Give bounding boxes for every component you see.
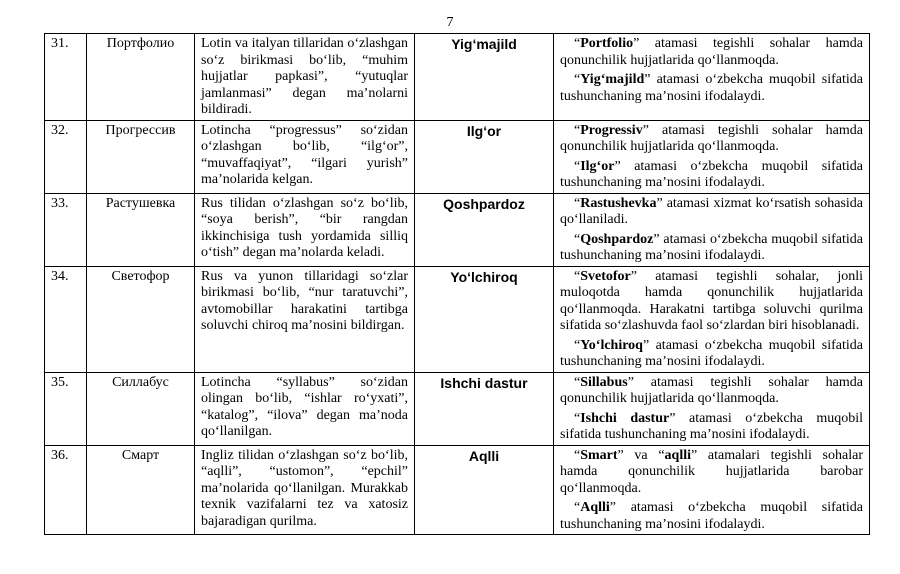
comment-term: Yo‘lchiroq	[580, 337, 643, 353]
comment-term: Ilg‘or	[580, 158, 615, 174]
table-row	[45, 193, 870, 266]
comment-paragraph: “Smart” va “aqlli” atamalari tegishli sohalar hamda qonunchilik hujjatlarida barobar qo‘llanmoqda.	[560, 447, 863, 496]
term-cell: Светофор	[87, 266, 195, 372]
comment-cell	[554, 445, 870, 535]
comment-paragraph: “Ilg‘or” atamasi o‘zbekcha muqobil sifatida tushunchaning ma’nosini ifodalaydi.	[560, 158, 863, 190]
row-number: 34.	[45, 266, 87, 372]
etymology-cell: Lotin va italyan tillaridan o‘zlashgan so‘z birikmasi bo‘lib, “muhim hujjatlar papkasi”, “yutuqlar jamlanmasi” degan ma’nolarni bildiradi.	[195, 34, 415, 121]
comment-paragraph: “Progressiv” atamasi tegishli sohalar hamda qonunchilik hujjatlarida qo‘llanmoqda.	[560, 122, 863, 154]
equivalent-cell: Yig‘majild	[415, 34, 554, 121]
page-number: 7	[446, 15, 454, 30]
table-row	[45, 266, 870, 372]
term-cell: Смарт	[87, 445, 195, 535]
comment-cell	[554, 120, 870, 193]
term-cell: Растушевка	[87, 193, 195, 266]
row-number: 35.	[45, 372, 87, 445]
comment-term: Progressiv	[580, 122, 643, 138]
term-cell: Силлабус	[87, 372, 195, 445]
row-number: 31.	[45, 34, 87, 121]
table-row	[45, 34, 870, 121]
comment-term: Svetofor	[580, 268, 631, 284]
table-row	[45, 445, 870, 535]
comment-paragraph: “Yo‘lchiroq” atamasi o‘zbekcha muqobil sifatida tushunchaning ma’nosini ifodalaydi.	[560, 337, 863, 369]
table-row	[45, 120, 870, 193]
comment-term: Sillabus	[580, 374, 628, 390]
comment-cell	[554, 34, 870, 121]
equivalent-cell: Ilg‘or	[415, 120, 554, 193]
comment-paragraph: “Yig‘majild” atamasi o‘zbekcha muqobil sifatida tushunchaning ma’nosini ifodalaydi.	[560, 72, 863, 104]
comment-paragraph: “Rastushevka” atamasi xizmat ko‘rsatish sohasida qo‘llaniladi.	[560, 195, 863, 227]
etymology-cell: Rus va yunon tillaridagi so‘zlar birikmasi bo‘lib, “nur taratuvchi”, avtomobillar harakatini tartibga soluvchi chiroq ma’nosini bildirgan.	[195, 266, 415, 372]
comment-term: Smart	[580, 447, 618, 463]
comment-term: aqlli	[664, 447, 692, 463]
etymology-cell: Lotincha “progressus” so‘zidan o‘zlashgan bo‘lib, “ilg‘or”, “muvaffaqiyat”, “ilgari yurish” ma’nolarida kelgan.	[195, 120, 415, 193]
table-row	[45, 372, 870, 445]
row-number: 32.	[45, 120, 87, 193]
equivalent-cell: Qoshpardoz	[415, 193, 554, 266]
comment-term: Portfolio	[580, 36, 634, 51]
term-cell: Портфолио	[87, 34, 195, 121]
comment-term: Qoshpardoz	[580, 231, 654, 247]
comment-paragraph: “Sillabus” atamasi tegishli sohalar hamda qonunchilik hujjatlarida qo‘llanmoqda.	[560, 374, 863, 406]
comment-term: Yig‘majild	[580, 72, 645, 87]
comment-cell	[554, 193, 870, 266]
equivalent-cell: Aqlli	[415, 445, 554, 535]
terms-table	[44, 33, 870, 535]
row-number: 36.	[45, 445, 87, 535]
etymology-cell: Ingliz tilidan o‘zlashgan so‘z bo‘lib, “aqlli”, “ustomon”, “epchil” ma’nolarida qo‘llanilgan. Murakkab texnik vazifalarni tez va xatosiz bajaradigan qurilma.	[195, 445, 415, 535]
row-number: 33.	[45, 193, 87, 266]
etymology-cell: Rus tilidan o‘zlashgan so‘z bo‘lib, “soya berish”, “bir rangdan ikkinchisiga tush yordamida silliq o‘tish” degan ma’nolarda keladi.	[195, 193, 415, 266]
comment-paragraph: “Portfolio” atamasi tegishli sohalar hamda qonunchilik hujjatlarida qo‘llanmoqda.	[560, 36, 863, 68]
term-cell: Прогрессив	[87, 120, 195, 193]
comment-term: Aqlli	[580, 500, 610, 515]
comment-cell	[554, 372, 870, 445]
comment-paragraph: “Aqlli” atamasi o‘zbekcha muqobil sifatida tushunchaning ma’nosini ifodalaydi.	[560, 500, 863, 532]
equivalent-cell: Ishchi dastur	[415, 372, 554, 445]
comment-paragraph: “Svetofor” atamasi tegishli sohalar, jonli muloqotda hamda qonunchilik hujjatlarida qo‘llanmoqda. Harakatni tartibga soluvchi qurilma sifatida so‘zlashuvda faol so‘zlardan biri hisoblanadi.	[560, 268, 863, 333]
comment-cell	[554, 266, 870, 372]
equivalent-cell: Yo‘lchiroq	[415, 266, 554, 372]
comment-paragraph: “Qoshpardoz” atamasi o‘zbekcha muqobil sifatida tushunchaning ma’nosini ifodalaydi.	[560, 231, 863, 263]
comment-term: Ishchi dastur	[580, 410, 670, 426]
etymology-cell: Lotincha “syllabus” so‘zidan olingan bo‘lib, “ishlar ro‘yxati”, “katalog”, “ilova” degan ma’noda qo‘llanilgan.	[195, 372, 415, 445]
comment-term: Rastushevka	[580, 195, 657, 211]
comment-paragraph: “Ishchi dastur” atamasi o‘zbekcha muqobil sifatida tushunchaning ma’nosini ifodalaydi.	[560, 410, 863, 442]
